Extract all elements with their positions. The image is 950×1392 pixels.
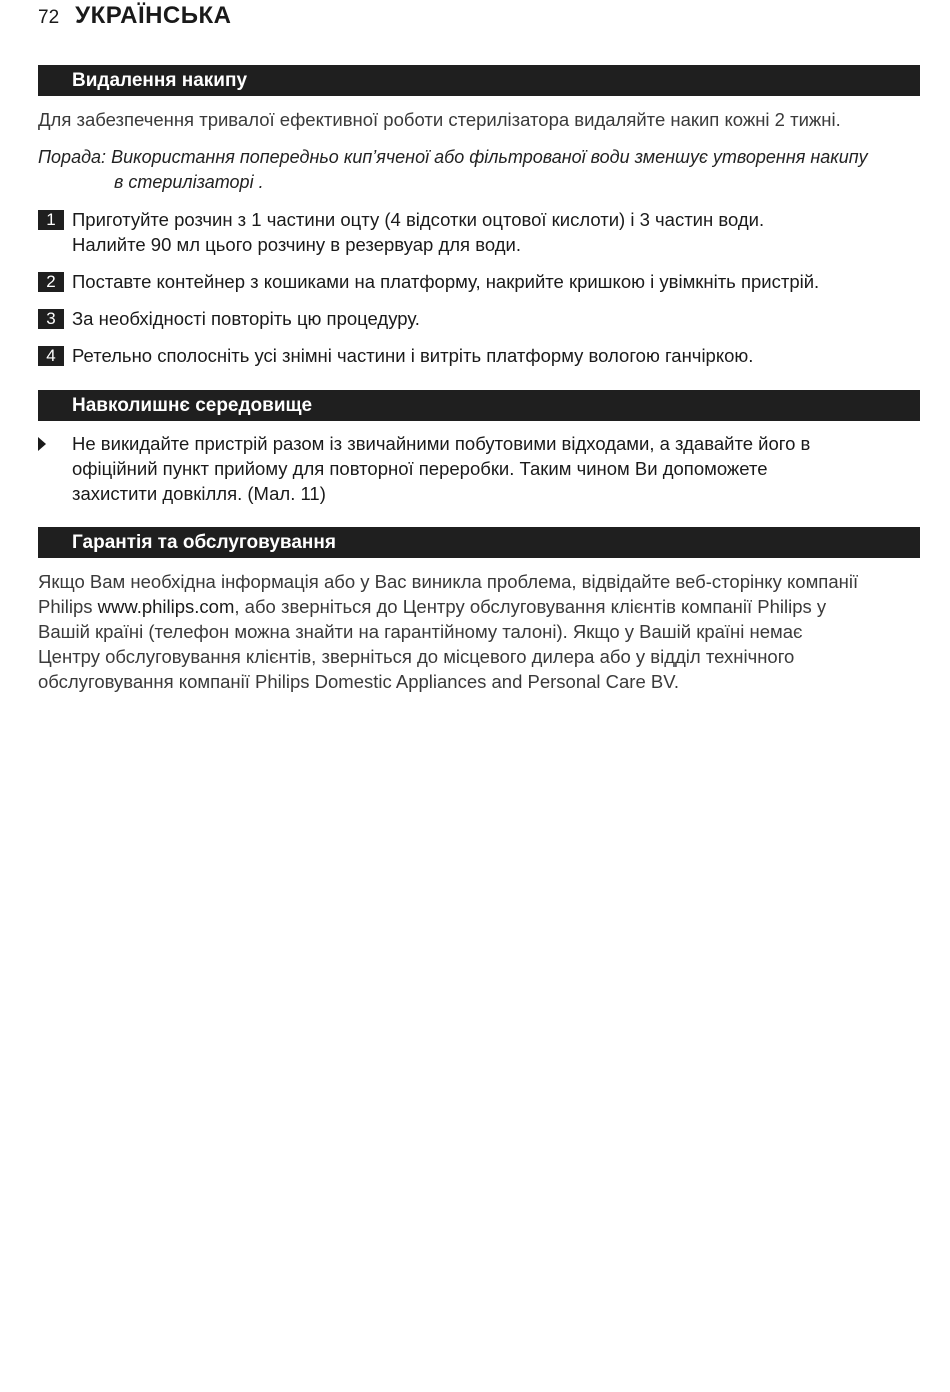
- tip-label: Порада:: [38, 147, 107, 167]
- environment-line-3: захистити довкілля. (Мал. 11): [72, 483, 326, 504]
- section-heading-descaling: Видалення накипу: [38, 65, 920, 96]
- warranty-line-4: Центру обслуговування клієнтів, зверніться до місцевого дилера або у відділ технічного: [38, 646, 795, 667]
- step-text: За необхідності повторіть цю процедуру.: [72, 308, 420, 329]
- step-number: 1: [38, 210, 64, 230]
- step-text-line2: Налийте 90 мл цього розчину в резервуар для води.: [72, 234, 521, 255]
- warranty-line-1: Якщо Вам необхідна інформація або у Вас виникла проблема, відвідайте веб-сторінку компанії: [38, 571, 859, 592]
- step-2: [38, 269, 928, 294]
- environment-line-2: офіційний пункт прийому для повторної переробки. Таким чином Ви допоможете: [72, 458, 768, 479]
- environment-line-1: Не викидайте пристрій разом із звичайними побутовими відходами, а здавайте його в: [72, 433, 811, 454]
- descaling-tip: [38, 145, 928, 195]
- step-1: [38, 207, 928, 257]
- step-4: [38, 343, 928, 368]
- step-number: 4: [38, 346, 64, 366]
- tip-text-continued: в стерилізаторі .: [114, 172, 264, 192]
- step-text: Поставте контейнер з кошиками на платформу, накрийте кришкою і увімкніть пристрій.: [72, 271, 820, 292]
- section-heading-environment: Навколишнє середовище: [38, 390, 920, 421]
- descaling-intro: Для забезпечення тривалої ефективної роботи стерилізатора видаляйте накип кожні 2 тижні.: [38, 109, 841, 130]
- warranty-line-2-end: , або зверніться до Центру обслуговування клієнтів компанії Philips у: [234, 596, 827, 617]
- page-number: 72: [38, 7, 60, 28]
- warranty-line-5: обслуговування компанії Philips Domestic Appliances and Personal Care BV.: [38, 671, 680, 692]
- tip-text: Використання попередньо кип’яченої або фільтрованої води зменшує утворення накипу: [111, 147, 868, 167]
- step-number: 2: [38, 272, 64, 292]
- philips-website-link[interactable]: www.philips.com: [97, 596, 235, 617]
- warranty-text: [38, 569, 928, 694]
- step-text: Ретельно сполосніть усі знімні частини і витріть платформу вологою ганчіркою.: [72, 345, 754, 366]
- page-header: [38, 2, 231, 34]
- environment-bullet: [38, 431, 928, 506]
- step-text: Приготуйте розчин з 1 частини оцту (4 відсотки оцтової кислоти) і 3 частин води.: [72, 209, 765, 230]
- warranty-line-2: [38, 594, 928, 619]
- step-number: 3: [38, 309, 64, 329]
- section-heading-warranty: Гарантія та обслуговування: [38, 527, 920, 558]
- step-3: [38, 306, 928, 331]
- warranty-line-2-start: Philips: [38, 596, 98, 617]
- bullet-triangle-icon: [38, 437, 46, 451]
- language-title: УКРАЇНСЬКА: [75, 2, 232, 29]
- warranty-line-3: Вашій країні (телефон можна знайти на гарантійному талоні). Якщо у Вашій країні немає: [38, 621, 803, 642]
